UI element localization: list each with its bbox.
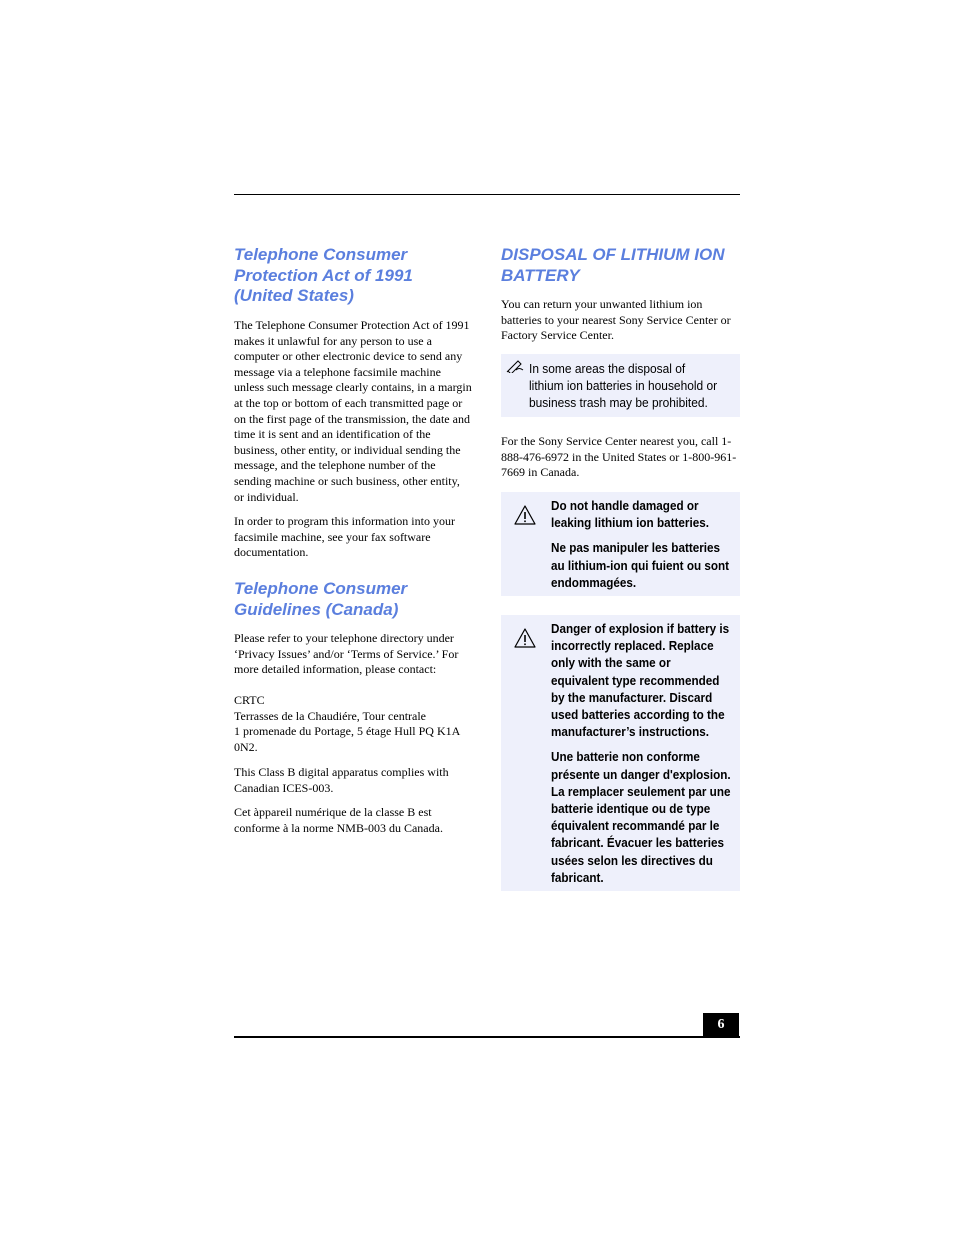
disposal-note — [501, 354, 740, 417]
page-number: 6 — [703, 1013, 739, 1037]
header-rule — [234, 194, 740, 195]
ices-paragraph: This Class B digital apparatus complies with Canadian ICES-003. — [234, 765, 449, 795]
warning-triangle-icon — [513, 627, 537, 649]
fax-program-paragraph: In order to program this information into your facsimile machine, see your fax software documentation. — [234, 514, 455, 560]
footer-rule — [234, 1036, 740, 1038]
warning-damaged-batteries — [501, 492, 740, 596]
tcpa-paragraph: The Telephone Consumer Protection Act of 1991 makes it unlawful for any person to use a computer or other electronic device to send any message via a telephone facsimile machine unless such message clearly contains, in a margin at the top or bottom of each transmitted page or on the first page of the transmission, the date and time it is sent and an identification of the business, other entity, or individual sending the message, and the telephone number of the sending machine or such business, other entity, or individual. — [234, 318, 472, 504]
heading-lithium-disposal: DISPOSAL OF LITHIUM ION BATTERY — [501, 245, 725, 285]
return-battery-paragraph: You can return your unwanted lithium ion batteries to your nearest Sony Service Center or Factory Service Center. — [501, 297, 731, 343]
nmb-paragraph: Cet àppareil numérique de la classe B est conforme à la norme NMB-003 du Canada. — [234, 805, 443, 835]
pencil-note-icon — [506, 359, 524, 373]
warning-triangle-icon — [513, 504, 537, 526]
directory-paragraph: Please refer to your telephone directory under ‘Privacy Issues’ and/or ‘Terms of Service.’ For more detailed information, please contact: — [234, 631, 459, 677]
service-center-paragraph: For the Sony Service Center nearest you, call 1-888-476-6972 in the United States or 1-800-961-7669 in Canada. — [501, 434, 737, 480]
warning1-text: Do not handle damaged or leaking lithium ion batteries. Ne pas manipuler les batteries au lithium-ion qui fuient ou sont endommagées. — [551, 498, 730, 590]
warning-explosion — [501, 615, 740, 891]
heading-canada-guidelines: Telephone Consumer Guidelines (Canada) — [234, 579, 408, 619]
heading-tcpa: Telephone Consumer Protection Act of 1991 (United States) — [234, 245, 413, 305]
crtc-address: CRTC Terrasses de la Chaudiére, Tour centrale 1 promenade du Portage, 5 étage Hull PQ K1A 0N2. — [234, 693, 461, 754]
warning2-text: Danger of explosion if battery is incorrectly replaced. Replace only with the same or equivalent type recommended by the manufacturer. Discard used batteries according to the manufacturer’s instructions. Une batterie non conforme présente un danger d'explosion. La remplacer seulement par une batterie identique ou de type équivalent recommandé par le fabricant. Évacuer les batteries usées selon les directives du fabricant. — [551, 621, 731, 885]
note-text: In some areas the disposal of lithium ion batteries in household or business trash may be prohibited. — [529, 361, 718, 410]
